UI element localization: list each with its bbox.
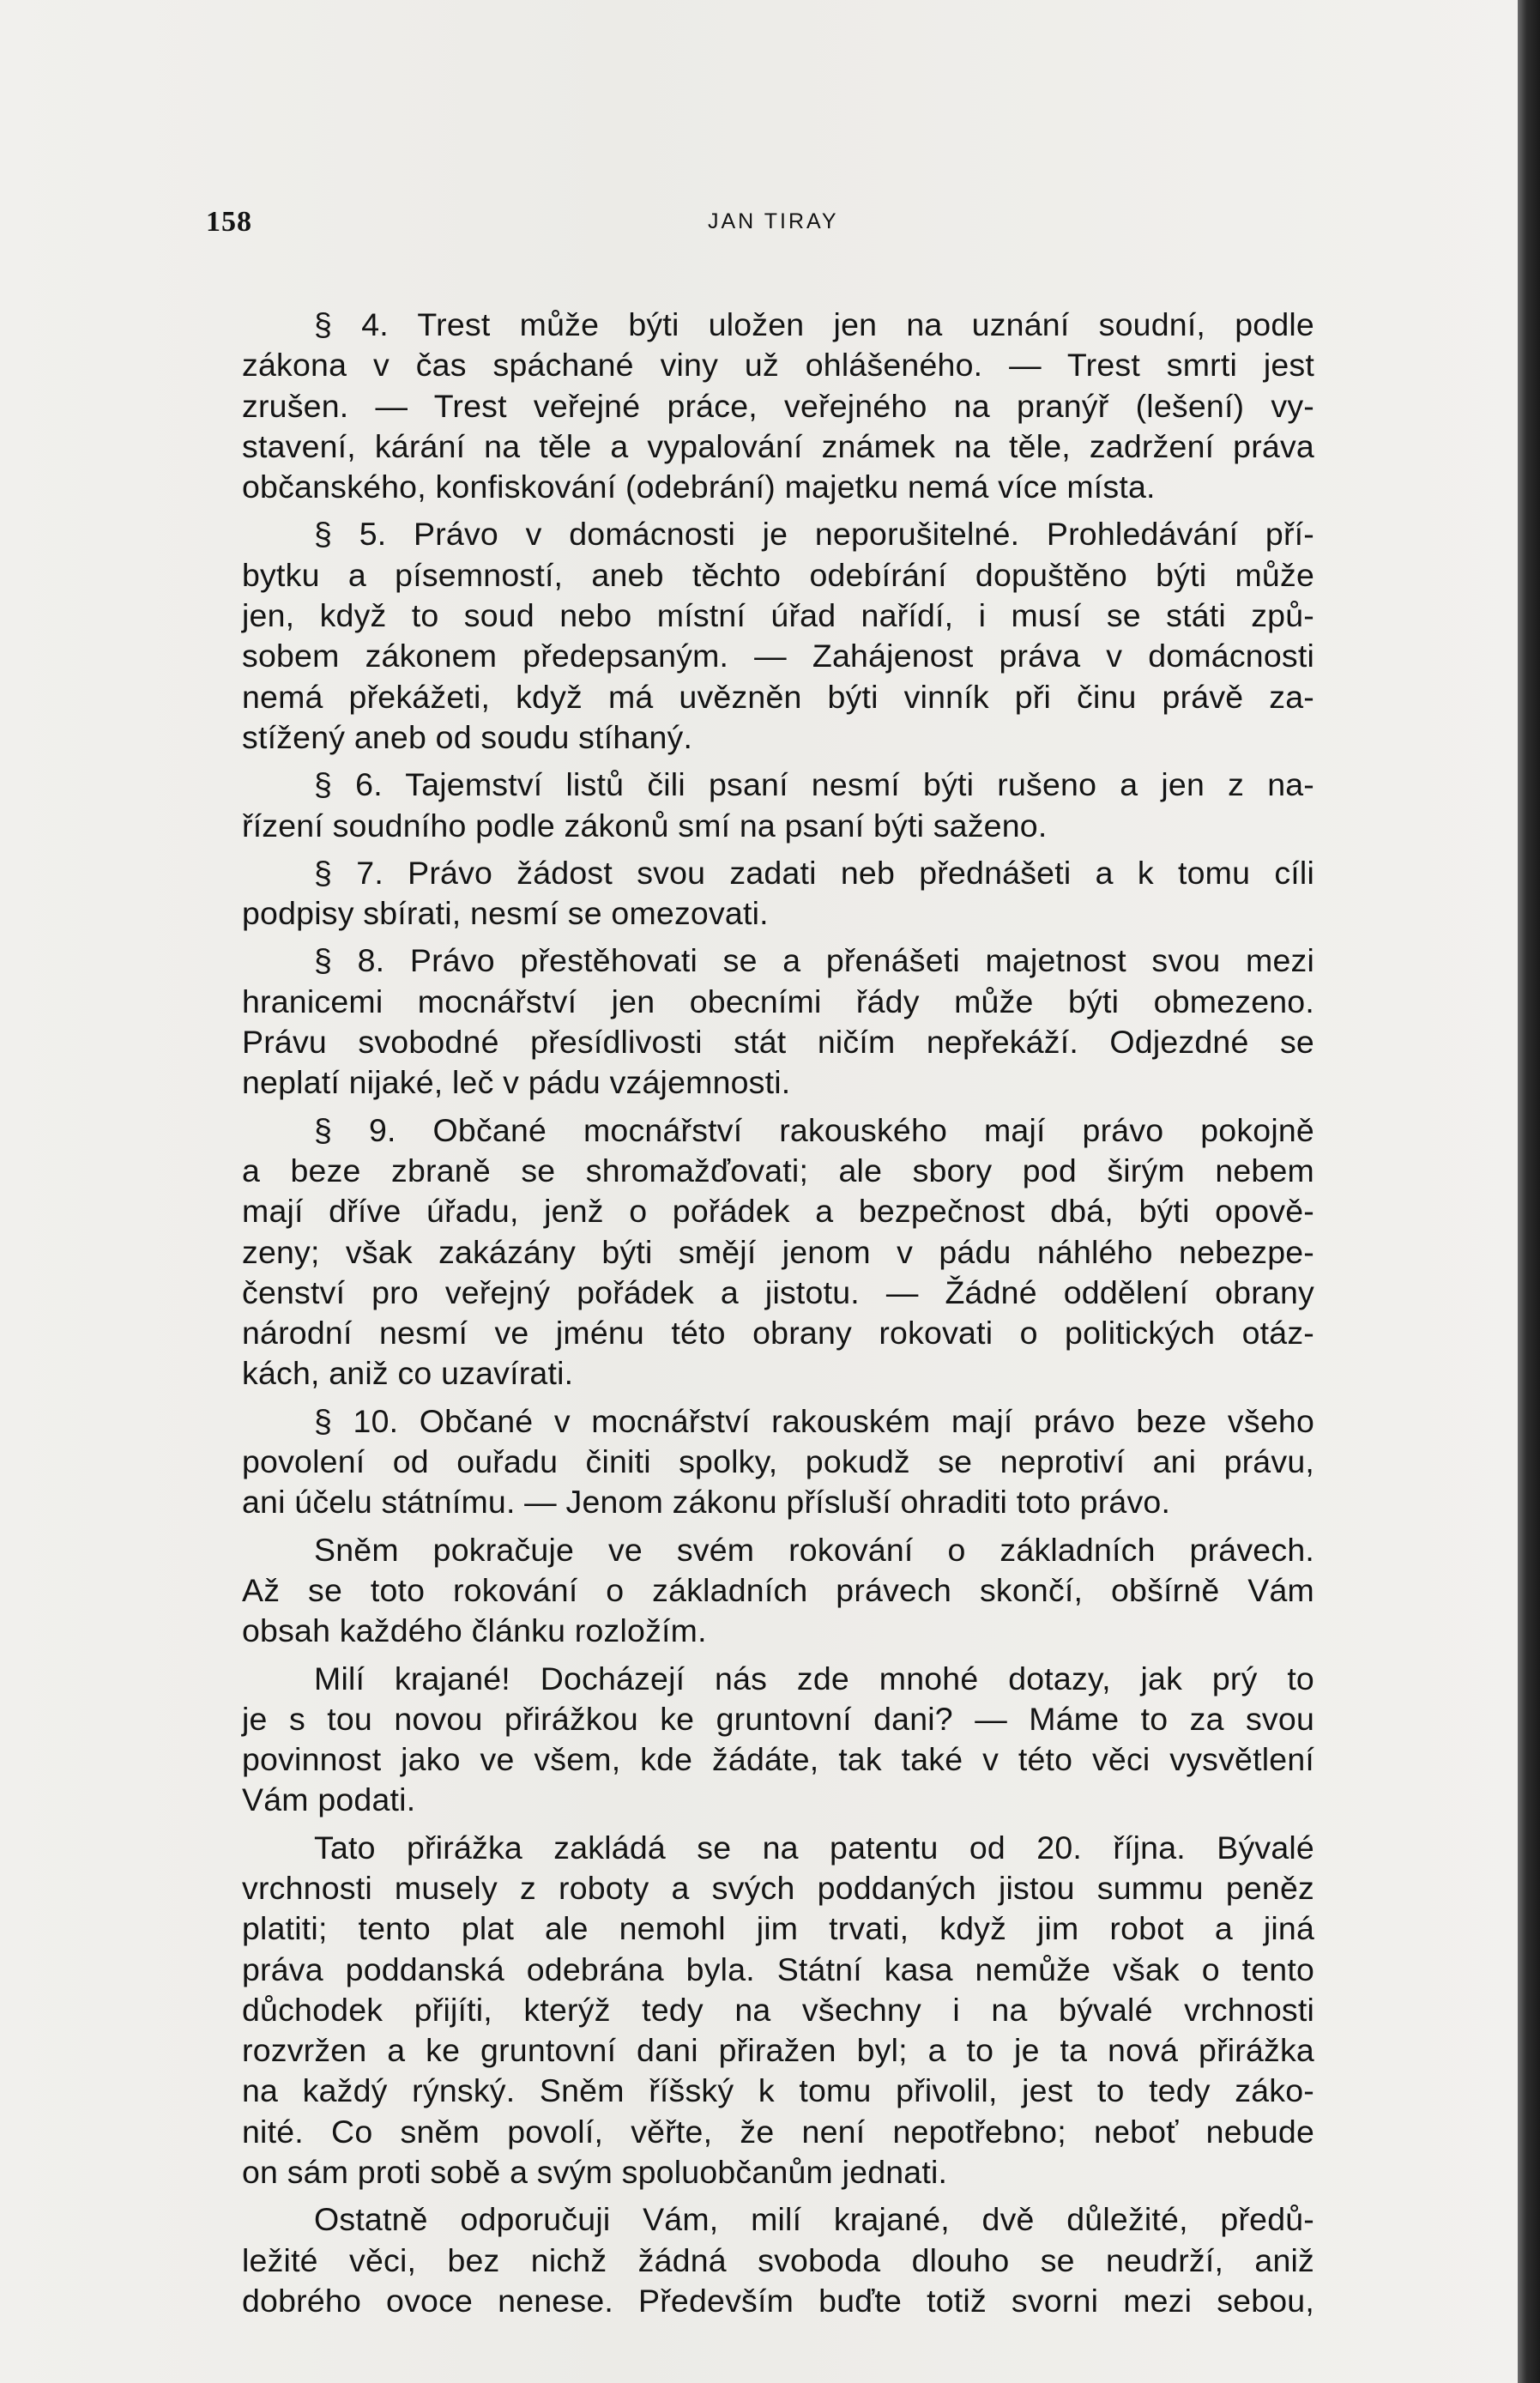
text-line: stavení, kárání na těle a vypalování známek na těle, zadržení práva xyxy=(242,427,1314,464)
text-line: kách, aniž co uzavírati. xyxy=(242,1355,574,1392)
page-header xyxy=(206,206,1321,249)
text-line: neplatí nijaké, leč v pádu vzájemnosti. xyxy=(242,1064,791,1101)
text-line: zrušen. — Trest veřejné práce, veřejného na pranýř (lešení) vy- xyxy=(242,387,1314,424)
text-line: na každý rýnský. Sněm říšský k tomu přivolil, jest to tedy záko- xyxy=(242,2072,1314,2109)
page-edge-shadow xyxy=(1518,0,1540,2383)
paragraph-par-4 xyxy=(242,305,1314,507)
text-line: je s tou novou přirážkou ke gruntovní dani? — Máme to za svou xyxy=(242,1700,1314,1737)
text-line: nité. Co sněm povolí, věřte, že není nepotřebno; neboť nebude xyxy=(242,2113,1314,2150)
text-line: zákona v čas spáchané viny už ohlášeného. — Trest smrti jest xyxy=(242,347,1314,384)
text-line: platiti; tento plat ale nemohl jim trvati, když jim robot a jiná xyxy=(242,1910,1314,1947)
text-line: hranicemi mocnářství jen obecními řády může býti obmezeno. xyxy=(242,983,1314,1019)
text-line: důchodek přijíti, kterýž tedy na všechny i na bývalé vrchnosti xyxy=(242,1991,1314,2028)
text-line: Tato přirážka zakládá se na patentu od 20. října. Bývalé xyxy=(314,1829,1314,1866)
text-line: mají dříve úřadu, jenž o pořádek a bezpečnost dbá, býti opově- xyxy=(242,1193,1314,1230)
text-line: práva poddanská odebrána byla. Státní kasa nemůže však o tento xyxy=(242,1951,1314,1987)
paragraph-par-5 xyxy=(242,514,1314,758)
text-line: bytku a písemností, aneb těchto odebírání dopuštěno býti může xyxy=(242,556,1314,593)
body-text xyxy=(242,305,1314,2321)
text-line: § 8. Právo přestěhovati se a přenášeti majetnost svou mezi xyxy=(314,942,1314,979)
text-line: povolení od ouřadu činiti spolky, pokudž se neprotiví ani právu, xyxy=(242,1443,1314,1480)
text-line: stížený aneb od soudu stíhaný. xyxy=(242,718,693,755)
text-line: řízení soudního podle zákonů smí na psaní býti saženo. xyxy=(242,807,1048,844)
paragraph-par-snem xyxy=(242,1530,1314,1652)
paragraph-par-krajane xyxy=(242,1659,1314,1821)
text-line: občanského, konfiskování (odebrání) majetku nemá více místa. xyxy=(242,469,1156,505)
paragraph-par-prirazka xyxy=(242,1828,1314,2193)
text-line: dobrého ovoce nenese. Především buďte totiž svorni mezi sebou, xyxy=(242,2282,1314,2319)
text-line: ani účelu státnímu. — Jenom zákonu přísluší ohraditi toto právo. xyxy=(242,1484,1171,1521)
text-line: Právu svobodné přesídlivosti stát ničím nepřekáží. Odjezdné se xyxy=(242,1024,1314,1061)
text-line: sobem zákonem předepsaným. — Zahájenost práva v domácnosti xyxy=(242,638,1314,674)
text-line: povinnost jako ve všem, kde žádáte, tak také v této věci vysvětlení xyxy=(242,1741,1314,1778)
text-line: Milí krajané! Docházejí nás zde mnohé dotazy, jak prý to xyxy=(314,1660,1314,1697)
page-number: 158 xyxy=(206,206,252,238)
text-line: ležité věci, bez nichž žádná svoboda dlouho se neudrží, aniž xyxy=(242,2241,1314,2278)
paragraph-par-7 xyxy=(242,853,1314,934)
text-line: čenství pro veřejný pořádek a jistotu. — Žádné oddělení obrany xyxy=(242,1273,1314,1310)
text-line: § 5. Právo v domácnosti je neporušitelné. Prohledávání pří- xyxy=(314,516,1314,553)
text-line: národní nesmí ve jménu této obrany rokovati o politických otáz- xyxy=(242,1315,1314,1352)
paragraph-par-8 xyxy=(242,940,1314,1103)
text-line: § 4. Trest může býti uložen jen na uznání soudní, podle xyxy=(314,306,1314,342)
text-line: Sněm pokračuje ve svém rokování o základních právech. xyxy=(314,1531,1314,1568)
text-line: § 7. Právo žádost svou zadati neb přednášeti a k tomu cíli xyxy=(314,854,1314,891)
text-line: zeny; však zakázány býti smějí jenom v pádu náhlého nebezpe- xyxy=(242,1233,1314,1270)
text-line: Až se toto rokování o základních právech skončí, obšírně Vám xyxy=(242,1571,1314,1608)
paragraph-par-10 xyxy=(242,1401,1314,1523)
text-line: § 9. Občané mocnářství rakouského mají právo pokojně xyxy=(314,1111,1314,1148)
text-line: obsah každého článku rozložím. xyxy=(242,1612,707,1649)
running-head: JAN TIRAY xyxy=(708,209,839,233)
text-line: on sám proti sobě a svým spoluobčanům jednati. xyxy=(242,2154,948,2191)
text-line: § 6. Tajemství listů čili psaní nesmí býti rušeno a jen z na- xyxy=(314,766,1314,803)
text-line: jen, když to soud nebo místní úřad nařídí, i musí se státi způ- xyxy=(242,597,1314,634)
text-line: Vám podati. xyxy=(242,1781,416,1818)
paragraph-par-6 xyxy=(242,765,1314,846)
paragraph-par-9 xyxy=(242,1110,1314,1394)
text-line: podpisy sbírati, nesmí se omezovati. xyxy=(242,895,769,932)
text-line: Ostatně odporučuji Vám, milí krajané, dvě důležité, předů- xyxy=(314,2201,1314,2238)
text-line: nemá překážeti, když má uvězněn býti vinník při činu právě za- xyxy=(242,678,1314,715)
text-line: § 10. Občané v mocnářství rakouském mají právo beze všeho xyxy=(314,1402,1314,1439)
text-line: vrchnosti musely z roboty a svých poddaných jistou summu peněz xyxy=(242,1869,1314,1906)
text-line: a beze zbraně se shromažďovati; ale sbory pod širým nebem xyxy=(242,1152,1314,1188)
text-line: rozvržen a ke gruntovní dani přiražen byl; a to je ta nová přirážka xyxy=(242,2032,1314,2069)
paragraph-par-ostatne xyxy=(242,2199,1314,2321)
